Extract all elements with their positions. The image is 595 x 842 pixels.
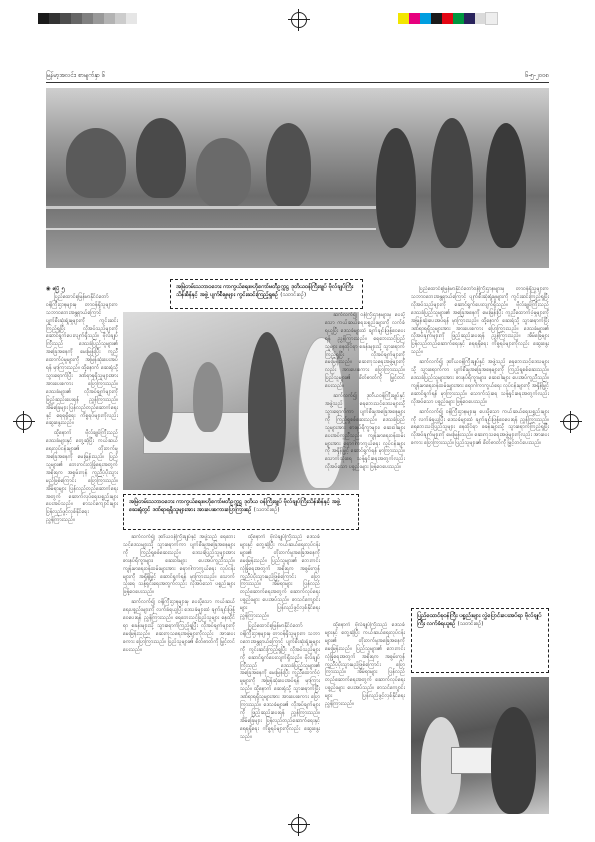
- caption-credit: (သတင်းစဉ်): [280, 292, 307, 299]
- color-swatch: [486, 13, 497, 24]
- caption-credit: (သတင်းစဉ်): [457, 621, 484, 628]
- color-swatch: [442, 13, 453, 24]
- gray-swatch: [115, 13, 126, 24]
- gray-swatch: [126, 13, 137, 24]
- paragraph: ထို့နောက် ဗိုလ်ချုပ်ကြီးသည် ဒေသခံများနှင့် တွေ့ဆုံပြီး ကယ်ဆယ်ရေးလုပ်ငန်းများ၏ တိုးတက်မှုအခြေအနေကို မေးမြန်းသည်။ ပြည်သူများ၏ ဘေးကင်းလုံခြုံရေးအတွက် အစိုးရက အစွမ်းကုန် ကူညီပံ့ပိုးသွားမည်ဖြစ်ကြောင်း ပြောကြားသည်။ အိမ်ရာများ ပြန်လည်တည်ဆောက်ရေးအတွက် ဆောက်လုပ်ရေးပစ္စည်းများ ပေးအပ်သည်။ စာသင်ကျောင်းများ ပြန်လည်ဖွင့်လှစ်နိုင်ရေး ညွှန်ကြားသည်။: [325, 622, 405, 708]
- dateline: ◉ ဧပြီ ၅: [46, 286, 65, 292]
- registration-mark-icon: [16, 414, 32, 430]
- registration-mark-icon: [291, 817, 307, 833]
- hospital-photo: [123, 312, 359, 490]
- color-swatch: [475, 13, 486, 24]
- article-column-1: [46, 286, 118, 816]
- caption-text: အမြဲတမ်းသဘာဝဘေး ကာကွယ်ရေးဗဟိုကော်မတီဥက္ကဋ္ဌ ဒုတိယ ဝန်ကြီးချုပ် ဗိုလ်ချုပ်ကြီးသိန်းစိန်နှင့် အဖွဲ့ ဆေးရုံတွင် ဒဏ်ရာရရှိသူများအား အားပေးစကားပြောကြားစဉ်: [129, 499, 341, 514]
- paragraph: ပြည်ထောင်စုမြန်မာနိုင်ငံတော်ဝန်ကြီးဌာနများမှ တာဝန်ရှိသူများက သဘာဝဘေးအန္တရာယ်ကြောင့် ပျက်စီးဆုံးရှုံးမှုများကို ကွင်းဆင်းကြည့်ရှုပြီး လိုအပ်သည်များကို ဆောင်ရွက်ပေးလျက်ရှိသည်။ ဗိုလ်ချုပ်ကြီးသည် ဒေသခံပြည်သူများ၏ အခြေအနေကို မေးမြန်းပြီး ကူညီထောက်ပံ့မှုများကို အမြန်ဆုံးပေးအပ်ရန် မှာကြားသည်။ ထို့နောက် ဆေးရုံသို့ သွားရောက်ပြီး ဒဏ်ရာရရှိသူများအား အားပေးစကား ပြောကြားသည်။ ဒေသခံများ၏ လိုအပ်ချက်များကို ဖြည့်ဆည်းပေးရန် ညွှန်ကြားသည်။ အိမ်ခြေများ ပြန်လည်တည်ဆောက်ရေးနှင့် ရေရရှိရေး ကိစ္စရပ်များကိုလည်း ဆွေးနွေးသည်။: [411, 286, 549, 356]
- gray-swatch: [104, 13, 115, 24]
- page-header-left: မြန်မာ့အလင်း၊ စာမျက်နှာ ၆: [46, 72, 106, 79]
- crowd-photo: [46, 88, 549, 268]
- page-header-date: ၆-၅-၂၀၀၈: [525, 72, 549, 79]
- article-column-2: [123, 534, 235, 816]
- color-swatch: [464, 13, 475, 24]
- caption-credit: (သတင်းစဉ်): [253, 507, 280, 514]
- photo-caption: [411, 608, 549, 673]
- paragraph: ဆက်လက်၍ ဒုတိယဝန်ကြီးချုပ်နှင့် အဖွဲ့သည် ရေဘေးသင့်ဒေသများသို့ သွားရောက်ကာ ပျက်စီးမှုအခြေအနေများကို ကြည့်ရှုစစ်ဆေးသည်။ ဒေသခံပြည်သူများအား စားနပ်ရိက္ခာများ၊ ဆေးဝါးများ ပေးအပ်ကူညီသည်။ ကျန်းမာရေးဝန်ထမ်းများအား ရောဂါကာကွယ်ရေး လုပ်ငန်းများကို အရှိန်မြှင့် ဆောင်ရွက်ရန် မှာကြားသည်။ သောက်သုံးရေ သန့်ရှင်းရေးအတွက်လည်း လိုအပ်သော ပစ္စည်းများ ဖြန့်ဝေပေးသည်။: [123, 534, 235, 596]
- color-swatch: [420, 13, 431, 24]
- color-swatch: [453, 13, 464, 24]
- color-swatch: [431, 13, 442, 24]
- color-swatch: [398, 13, 409, 24]
- gray-swatch: [71, 13, 82, 24]
- article-column-6: [325, 622, 405, 816]
- photo-caption: [170, 279, 363, 309]
- paragraph: ထို့နောက် ဗိုလ်ချုပ်ကြီးသည် ဒေသခံများနှင့် တွေ့ဆုံပြီး ကယ်ဆယ်ရေးလုပ်ငန်းများ၏ တိုးတက်မှုအခြေအနေကို မေးမြန်းသည်။ ပြည်သူများ၏ ဘေးကင်းလုံခြုံရေးအတွက် အစိုးရက အစွမ်းကုန် ကူညီပံ့ပိုးသွားမည်ဖြစ်ကြောင်း ပြောကြားသည်။ အိမ်ရာများ ပြန်လည်တည်ဆောက်ရေးအတွက် ဆောက်လုပ်ရေးပစ္စည်းများ ပေးအပ်သည်။ စာသင်ကျောင်းများ ပြန်လည်ဖွင့်လှစ်နိုင်ရေး ညွှန်ကြားသည်။: [240, 534, 320, 620]
- article-column-3: [240, 534, 320, 816]
- article-column-4: [325, 312, 405, 618]
- caption-text: ပြည်ထောင်စုဝန်ကြီး ပစ္စည်းများ လွှဲပြောင်းပေးအပ်ရာ ဗိုလ်ချုပ်ကြီး လက်ခံရယူစဉ်: [417, 613, 542, 628]
- gray-swatch: [38, 13, 49, 24]
- header-rule: [46, 82, 549, 83]
- handover-photo: [411, 677, 549, 814]
- gray-swatch: [49, 13, 60, 24]
- paragraph: ပြည်ထောင်စုမြန်မာနိုင်ငံတော်ဝန်ကြီးဌာနများမှ တာဝန်ရှိသူများက သဘာဝဘေးအန္တရာယ်ကြောင့် ပျက်စီးဆုံးရှုံးမှုများကို ကွင်းဆင်းကြည့်ရှုပြီး လိုအပ်သည်များကို ဆောင်ရွက်ပေးလျက်ရှိသည်။ ဗိုလ်ချုပ်ကြီးသည် ဒေသခံပြည်သူများ၏ အခြေအနေကို မေးမြန်းပြီး ကူညီထောက်ပံ့မှုများကို အမြန်ဆုံးပေးအပ်ရန် မှာကြားသည်။ ထို့နောက် ဆေးရုံသို့ သွားရောက်ပြီး ဒဏ်ရာရရှိသူများအား အားပေးစကား ပြောကြားသည်။ ဒေသခံများ၏ လိုအပ်ချက်များကို ဖြည့်ဆည်းပေးရန် ညွှန်ကြားသည်။ အိမ်ခြေများ ပြန်လည်တည်ဆောက်ရေးနှင့် ရေရရှိရေး ကိစ္စရပ်များကိုလည်း ဆွေးနွေးသည်။: [46, 293, 118, 427]
- photo-caption: [123, 494, 359, 530]
- registration-mark-icon: [291, 12, 307, 28]
- paragraph: ဆက်လက်၍ ဒုတိယဝန်ကြီးချုပ်နှင့် အဖွဲ့သည် ရေဘေးသင့်ဒေသများသို့ သွားရောက်ကာ ပျက်စီးမှုအခြေအနေများကို ကြည့်ရှုစစ်ဆေးသည်။ ဒေသခံပြည်သူများအား စားနပ်ရိက္ခာများ၊ ဆေးဝါးများ ပေးအပ်ကူညီသည်။ ကျန်းမာရေးဝန်ထမ်းများအား ရောဂါကာကွယ်ရေး လုပ်ငန်းများကို အရှိန်မြှင့် ဆောင်ရွက်ရန် မှာကြားသည်။ သောက်သုံးရေ သန့်ရှင်းရေးအတွက်လည်း လိုအပ်သော ပစ္စည်းများ ဖြန့်ဝေပေးသည်။: [411, 359, 549, 405]
- article-column-5: [411, 286, 549, 604]
- color-swatch: [409, 13, 420, 24]
- paragraph: ဆက်လက်၍ ဝန်ကြီးဌာနများမှ ပေးပို့သော ကယ်ဆယ်ရေးပစ္စည်းများကို လက်ခံရယူပြီး ဒေသခံများထံ ချက်ချင်းဖြန့်ဝေပေးရန် ညွှန်ကြားသည်။ ရေဘေးသင့်ပြည်သူများ နေထိုင်ရာ စခန်းများသို့ သွားရောက်ကြည့်ရှုပြီး လိုအပ်ချက်များကို မေးမြန်းသည်။ ဆေးကုသရေးအဖွဲ့များကိုလည်း အားပေးစကား ပြောကြားသည်။ ပြည်သူများ၏ စိတ်ဓာတ်ကို မြှင့်တင်ပေးသည်။: [325, 312, 405, 390]
- paragraph: ဆက်လက်၍ ဝန်ကြီးဌာနများမှ ပေးပို့သော ကယ်ဆယ်ရေးပစ္စည်းများကို လက်ခံရယူပြီး ဒေသခံများထံ ချက်ချင်းဖြန့်ဝေပေးရန် ညွှန်ကြားသည်။ ရေဘေးသင့်ပြည်သူများ နေထိုင်ရာ စခန်းများသို့ သွားရောက်ကြည့်ရှုပြီး လိုအပ်ချက်များကို မေးမြန်းသည်။ ဆေးကုသရေးအဖွဲ့များကိုလည်း အားပေးစကား ပြောကြားသည်။ ပြည်သူများ၏ စိတ်ဓာတ်ကို မြှင့်တင်ပေးသည်။: [411, 408, 549, 447]
- paragraph: ထို့နောက် ဗိုလ်ချုပ်ကြီးသည် ဒေသခံများနှင့် တွေ့ဆုံပြီး ကယ်ဆယ်ရေးလုပ်ငန်းများ၏ တိုးတက်မှုအခြေအနေကို မေးမြန်းသည်။ ပြည်သူများ၏ ဘေးကင်းလုံခြုံရေးအတွက် အစိုးရက အစွမ်းကုန် ကူညီပံ့ပိုးသွားမည်ဖြစ်ကြောင်း ပြောကြားသည်။ အိမ်ရာများ ပြန်လည်တည်ဆောက်ရေးအတွက် ဆောက်လုပ်ရေးပစ္စည်းများ ပေးအပ်သည်။ စာသင်ကျောင်းများ ပြန်လည်ဖွင့်လှစ်နိုင်ရေး ညွှန်ကြားသည်။: [46, 430, 118, 524]
- gray-swatch: [60, 13, 71, 24]
- paragraph: ဆက်လက်၍ ဒုတိယဝန်ကြီးချုပ်နှင့် အဖွဲ့သည် ရေဘေးသင့်ဒေသများသို့ သွားရောက်ကာ ပျက်စီးမှုအခြေအနေများကို ကြည့်ရှုစစ်ဆေးသည်။ ဒေသခံပြည်သူများအား စားနပ်ရိက္ခာများ၊ ဆေးဝါးများ ပေးအပ်ကူညီသည်။ ကျန်းမာရေးဝန်ထမ်းများအား ရောဂါကာကွယ်ရေး လုပ်ငန်းများကို အရှိန်မြှင့် ဆောင်ရွက်ရန် မှာကြားသည်။ သောက်သုံးရေ သန့်ရှင်းရေးအတွက်လည်း လိုအပ်သော ပစ္စည်းများ ဖြန့်ဝေပေးသည်။: [325, 393, 405, 471]
- paragraph: ဆက်လက်၍ ဝန်ကြီးဌာနများမှ ပေးပို့သော ကယ်ဆယ်ရေးပစ္စည်းများကို လက်ခံရယူပြီး ဒေသခံများထံ ချက်ချင်းဖြန့်ဝေပေးရန် ညွှန်ကြားသည်။ ရေဘေးသင့်ပြည်သူများ နေထိုင်ရာ စခန်းများသို့ သွားရောက်ကြည့်ရှုပြီး လိုအပ်ချက်များကို မေးမြန်းသည်။ ဆေးကုသရေးအဖွဲ့များကိုလည်း အားပေးစကား ပြောကြားသည်။ ပြည်သူများ၏ စိတ်ဓာတ်ကို မြှင့်တင်ပေးသည်။: [123, 599, 235, 653]
- registration-mark-icon: [563, 414, 579, 430]
- paragraph: ပြည်ထောင်စုမြန်မာနိုင်ငံတော်ဝန်ကြီးဌာနများမှ တာဝန်ရှိသူများက သဘာဝဘေးအန္တရာယ်ကြောင့် ပျက်စီးဆုံးရှုံးမှုများကို ကွင်းဆင်းကြည့်ရှုပြီး လိုအပ်သည်များကို ဆောင်ရွက်ပေးလျက်ရှိသည်။ ဗိုလ်ချုပ်ကြီးသည် ဒေသခံပြည်သူများ၏ အခြေအနေကို မေးမြန်းပြီး ကူညီထောက်ပံ့မှုများကို အမြန်ဆုံးပေးအပ်ရန် မှာကြားသည်။ ထို့နောက် ဆေးရုံသို့ သွားရောက်ပြီး ဒဏ်ရာရရှိသူများအား အားပေးစကား ပြောကြားသည်။ ဒေသခံများ၏ လိုအပ်ချက်များကို ဖြည့်ဆည်းပေးရန် ညွှန်ကြားသည်။ အိမ်ခြေများ ပြန်လည်တည်ဆောက်ရေးနှင့် ရေရရှိရေး ကိစ္စရပ်များကိုလည်း ဆွေးနွေးသည်။: [240, 622, 320, 740]
- gray-swatch: [82, 13, 93, 24]
- caption-text: အမြဲတမ်းသဘာဝဘေး ကာကွယ်ရေးဗဟိုကော်မတီဥက္ကဋ္ဌ ဒုတိယဝန်ကြီးချုပ် ဗိုလ်ချုပ်ကြီးသိန်းစိန်နှင့် အဖွဲ့ ပျက်စီးမှုများ ကွင်းဆင်းကြည့်ရှုစဉ်: [176, 284, 354, 299]
- gray-swatch: [93, 13, 104, 24]
